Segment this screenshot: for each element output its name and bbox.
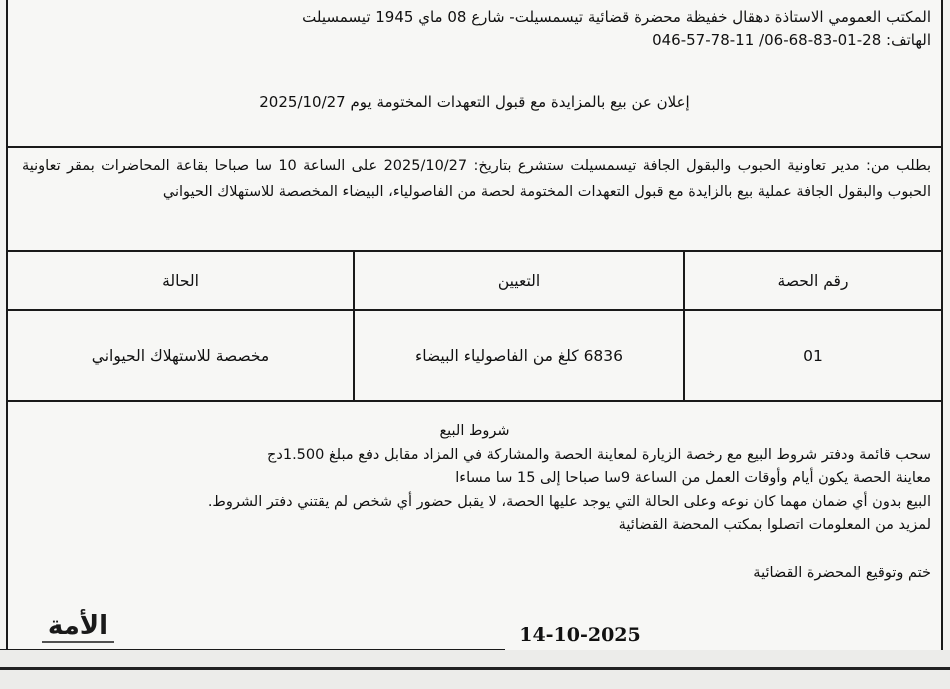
column-header-status: الحالة bbox=[8, 251, 354, 310]
column-header-designation: التعيين bbox=[354, 251, 684, 310]
legal-notice-frame bbox=[6, 0, 943, 652]
page-bottom-rule bbox=[0, 667, 950, 670]
office-phones: الهاتف: 28-01-83-68-06/ 11-78-57-046 bbox=[652, 31, 931, 49]
newspaper-logo bbox=[28, 606, 128, 648]
conditions-title: شروط البيع bbox=[439, 423, 510, 439]
announcement-title: إعلان عن بيع بالمزايدة مع قبول التعهدات المختومة يوم 2025/10/27 bbox=[259, 93, 690, 111]
table-header-row bbox=[8, 251, 941, 310]
office-header bbox=[302, 6, 931, 52]
office-address: المكتب العمومي الاستاذة دهقال خفيظة محضرة قضائية تيسمسيلت- شارع 08 ماي 1945 تيسمسيلت bbox=[302, 8, 931, 26]
lots-table bbox=[8, 250, 941, 402]
condition-line: البيع بدون أي ضمان مهما كان نوعه وعلى الحالة التي يوجد عليها الحصة، لا يقبل حضور أي شخص لم يقتني دفتر الشروط. bbox=[207, 493, 931, 510]
logo-text: الأمة bbox=[47, 611, 109, 641]
sale-conditions bbox=[18, 420, 931, 538]
request-paragraph: بطلب من: مدير تعاونية الحبوب والبقول الجافة تيسمسيلت ستشرع بتاريخ: 2025/10/27 على الساعة 10 سا صباحا بقاعة المحاضرات بمقر تعاونية الحبوب والبقول الجافة عملية بيع بالزايدة مع قبول التعهدات المختومة لحصة من الفاصولياء، البيضاء المخصصة للاستهلاك الحيواني bbox=[22, 158, 932, 200]
column-header-lot-number: رقم الحصة bbox=[684, 251, 941, 310]
condition-line: سحب قائمة ودفتر شروط البيع مع رخصة الزيارة لمعاينة الحصة والمشاركة في المزاد مقابل دفع مبلغ 1.500دج bbox=[267, 446, 931, 463]
table-row bbox=[8, 310, 941, 401]
condition-line: لمزيد من المعلومات اتصلوا بمكتب المحضة القضائية bbox=[618, 517, 931, 533]
signature-label: ختم وتوقيع المحضرة القضائية bbox=[753, 565, 931, 581]
cell-status: مخصصة للاستهلاك الحيواني bbox=[8, 310, 354, 401]
cell-lot-number: 01 bbox=[684, 310, 941, 401]
publication-date: 14-10-2025 bbox=[519, 624, 641, 646]
cell-designation: 6836 كلغ من الفاصولياء البيضاء bbox=[354, 310, 684, 401]
divider bbox=[8, 146, 941, 148]
condition-line: معاينة الحصة يكون أيام وأوقات العمل من الساعة 9سا صباحا إلى 15 سا مساءا bbox=[455, 470, 931, 486]
